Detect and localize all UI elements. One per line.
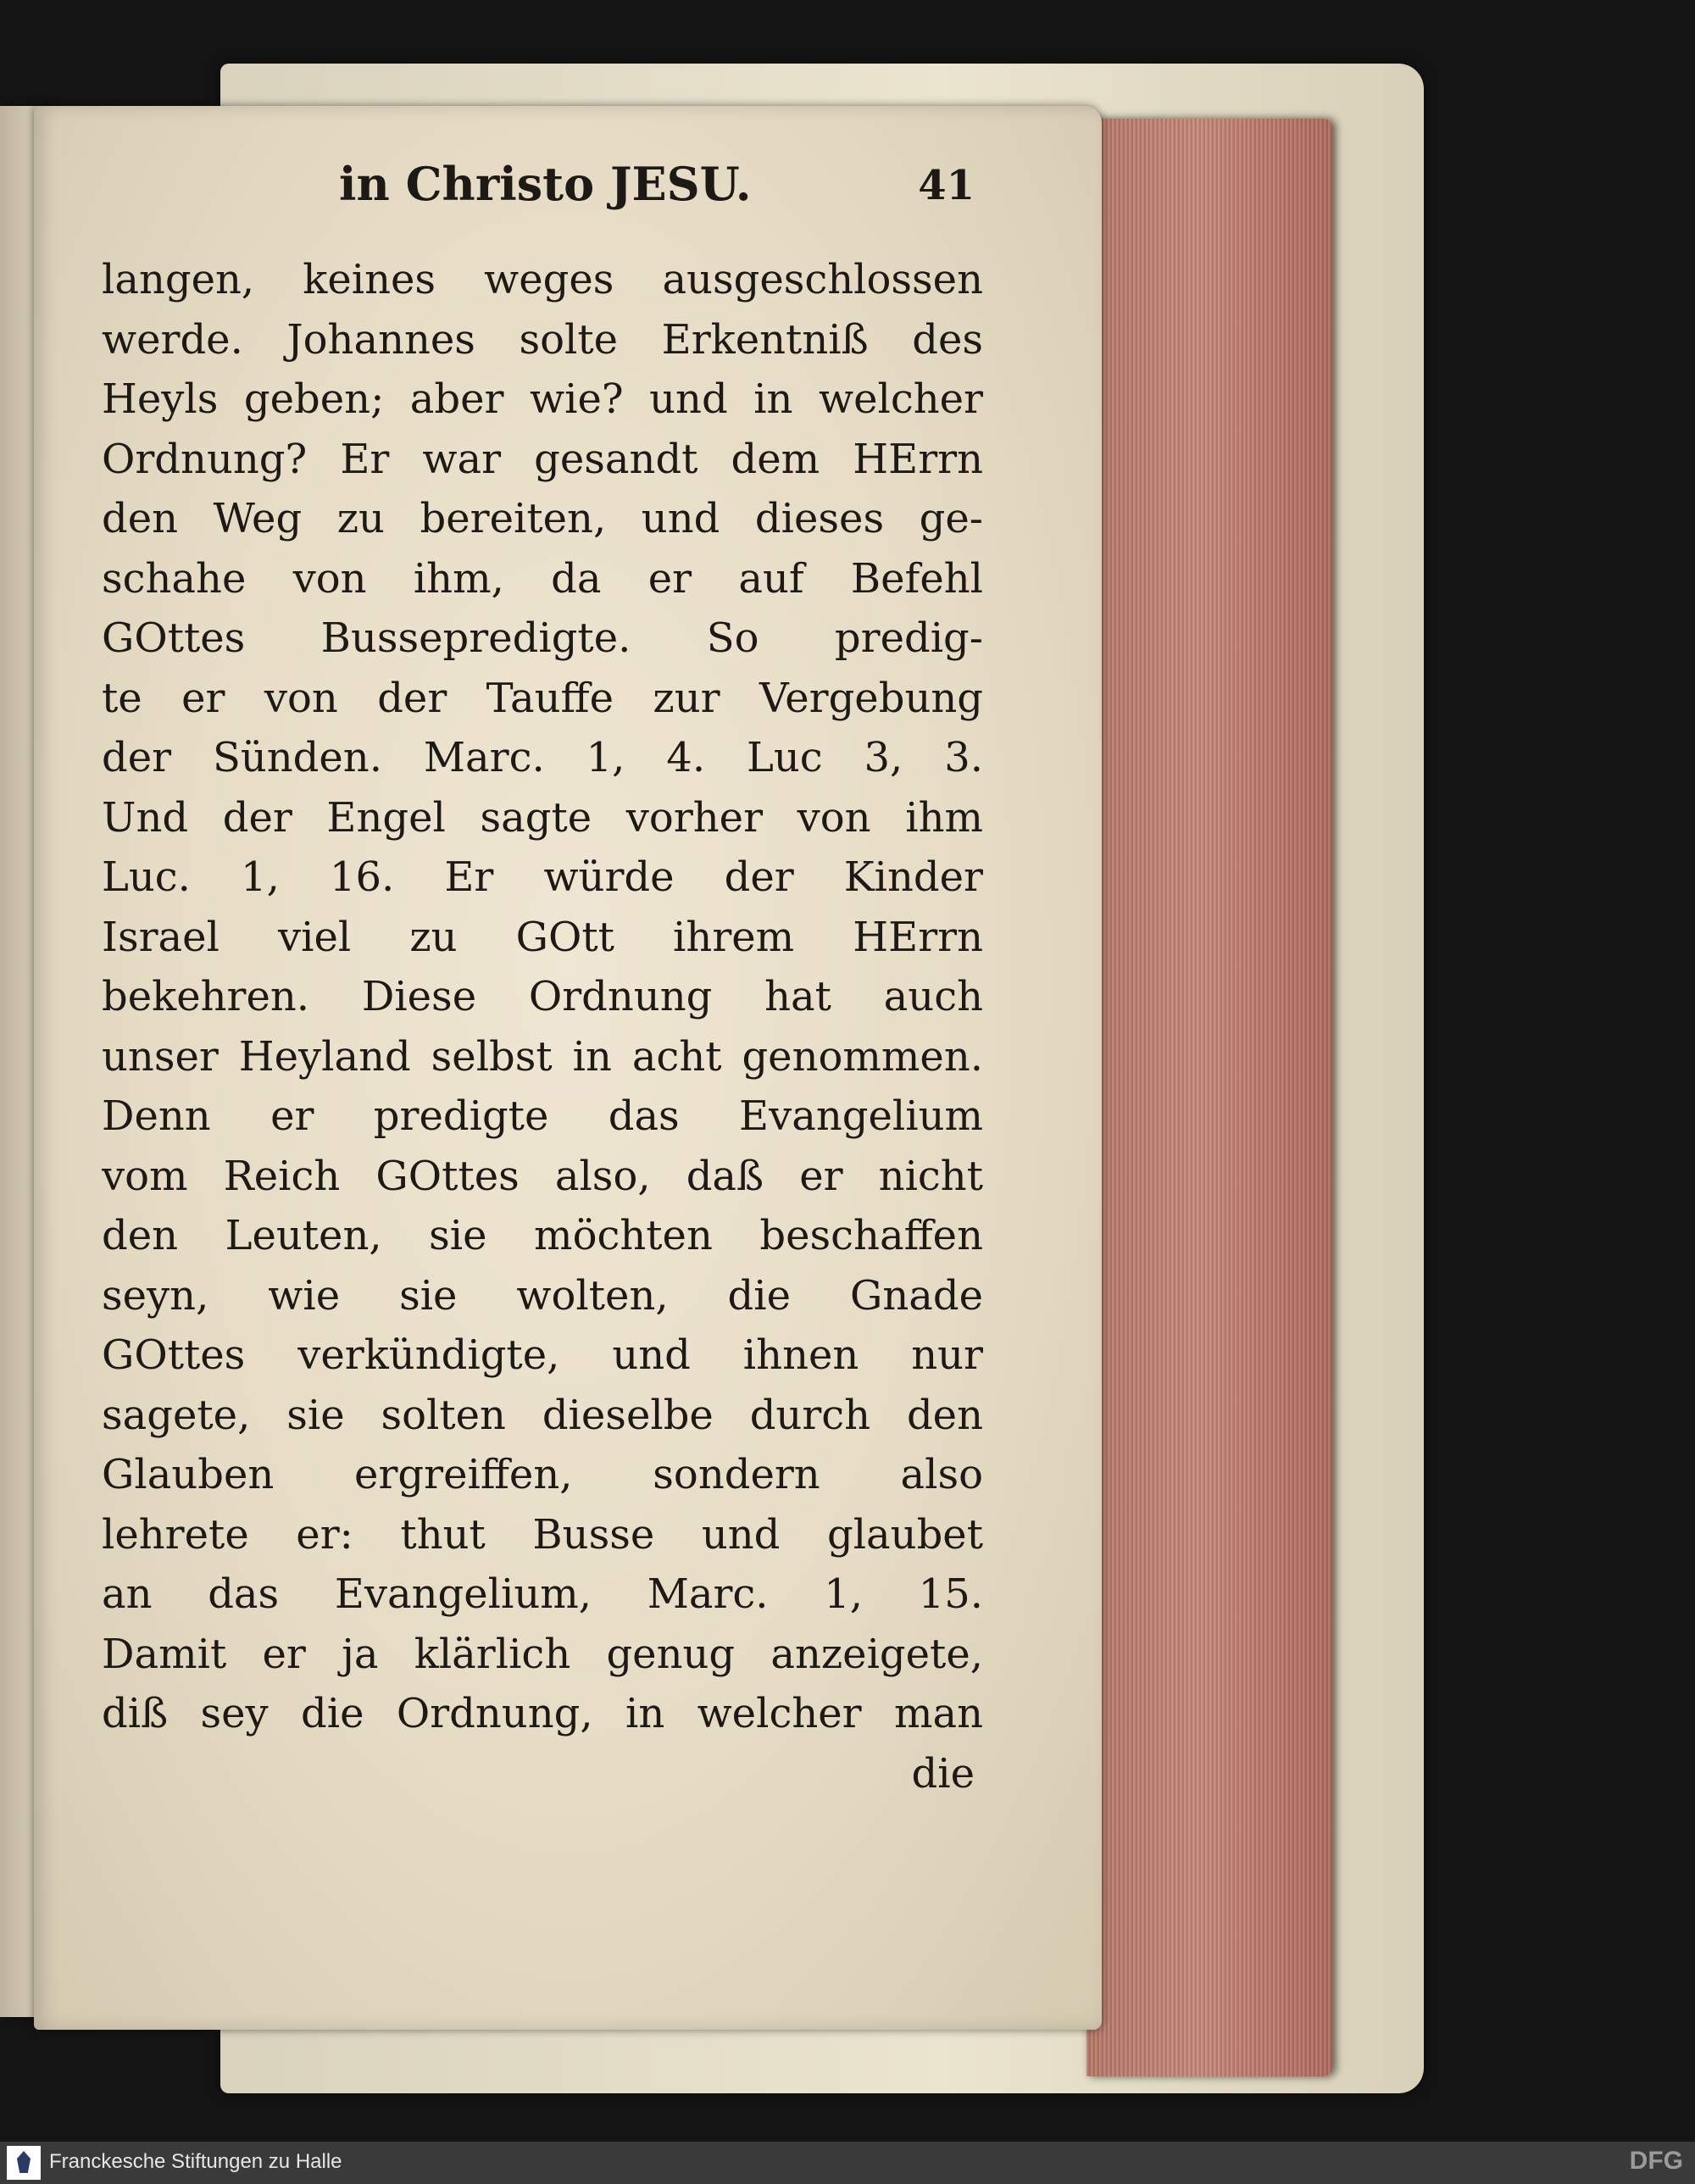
text-line: Denn er predigte das Evangelium	[102, 1092, 983, 1140]
text-line: te er von der Tauffe zur Vergebung	[102, 674, 983, 722]
text-line: Glauben ergreiffen, sondern also	[102, 1451, 983, 1498]
footer-bar	[0, 2142, 1695, 2184]
text-line: den Weg zu bereiten, und dieses ge-	[102, 495, 983, 542]
text-line: Israel viel zu GOtt ihrem HErrn	[102, 913, 983, 961]
text-line: vom Reich GOttes also, daß er nicht	[102, 1152, 983, 1200]
running-head: in Christo JESU.	[339, 157, 752, 211]
text-line: an das Evangelium, Marc. 1, 15.	[102, 1570, 983, 1618]
text-line: lehrete er: thut Busse und glaubet	[102, 1510, 983, 1559]
text-line: schahe von ihm, da er auf Befehl	[102, 554, 983, 603]
page-text	[102, 157, 983, 1803]
text-line: diß sey die Ordnung, in welcher man	[102, 1690, 983, 1737]
dfg-logo: DFG	[1629, 2147, 1683, 2175]
body-text	[102, 250, 983, 1744]
text-line: langen, keines weges ausgeschlossen	[102, 256, 983, 303]
text-line: den Leuten, sie möchten beschaffen	[102, 1212, 983, 1259]
text-line: der Sünden. Marc. 1, 4. Luc 3, 3.	[102, 734, 983, 781]
page-header	[102, 157, 983, 250]
text-line: sagete, sie solten dieselbe durch den	[102, 1391, 983, 1439]
text-line: GOttes verkündigte, und ihnen nur	[102, 1331, 983, 1379]
text-line: bekehren. Diese Ordnung hat auch	[102, 973, 983, 1020]
text-line: unser Heyland selbst in acht genommen.	[102, 1032, 983, 1081]
text-line: Damit er ja klärlich genug anzeigete,	[102, 1630, 983, 1678]
text-line: Und der Engel sagte vorher von ihm	[102, 793, 983, 842]
page-number: 41	[918, 162, 975, 209]
text-line: Heyls geben; aber wie? und in welcher	[102, 375, 983, 423]
text-line: Luc. 1, 16. Er würde der Kinder	[102, 853, 983, 901]
text-line: GOttes Bussepredigte. So predig-	[102, 614, 983, 662]
page-edges	[1086, 119, 1332, 2076]
institution-name: Franckesche Stiftungen zu Halle	[49, 2150, 342, 2173]
text-line: seyn, wie sie wolten, die Gnade	[102, 1271, 983, 1320]
catchword: die	[911, 1749, 975, 1798]
institution-logo-icon	[7, 2146, 41, 2180]
text-line: Ordnung? Er war gesandt dem HErrn	[102, 435, 983, 483]
text-line: werde. Johannes solte Erkentniß des	[102, 315, 983, 364]
